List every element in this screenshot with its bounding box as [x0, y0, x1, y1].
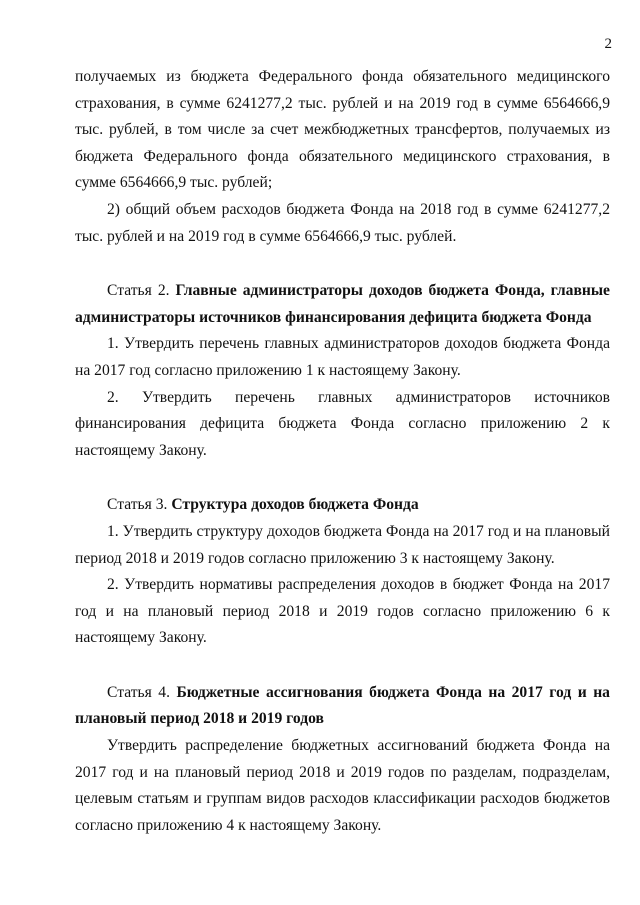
article-2-item-2: 2. Утвердить перечень главных администраторов источников финансирования дефицита бюджета Фонда согласно приложению 2 к настоящему Закону. — [75, 388, 610, 459]
article-4-title: Бюджетные ассигнования бюджета Фонда на 2017 год и на плановый период 2018 и 2019 годов — [75, 683, 610, 728]
article-3-item-1: 1. Утвердить структуру доходов бюджета Фонда на 2017 год и на плановый период 2018 и 2019 годов согласно приложению 3 к настоящему Закону. — [75, 522, 610, 567]
article-2-title: Главные администраторы доходов бюджета Фонда, главные администраторы источников финансирования дефицита бюджета Фонда — [75, 282, 610, 326]
paragraph-continuation: получаемых из бюджета Федерального фонда обязательного медицинского страхования, в сумме 6241277,2 тыс. рублей и на 2019 год в сумме 6564666,9 тыс. рублей, в том числе за счет межбюджетных трансфертов, получаемых из бюджета Федерального фонда обязательного медицинского страхования, в сумме 6564666,9 тыс. рублей; — [75, 68, 610, 192]
page-number: 2 — [604, 36, 612, 52]
article-2-heading — [75, 278, 610, 331]
article-3-prefix: Статья 3. — [107, 496, 168, 514]
article-3-title: Структура доходов бюджета Фонда — [171, 496, 419, 514]
article-2-prefix: Статья 2. — [107, 282, 170, 300]
article-3-heading — [75, 492, 610, 519]
document-body — [75, 64, 610, 839]
article-2-item-1: 1. Утвердить перечень главных администраторов доходов бюджета Фонда на 2017 год согласно приложению 1 к настоящему Закону. — [75, 335, 610, 379]
article-3-item-2: 2. Утвердить нормативы распределения доходов в бюджет Фонда на 2017 год и на плановый период 2018 и 2019 годов согласно приложению 6 к настоящему Закону. — [75, 576, 610, 647]
article-4-item-1: Утвердить распределение бюджетных ассигнований бюджета Фонда на 2017 год и на плановый период 2018 и 2019 годов по разделам, подразделам, целевым статьям и группам видов расходов классификации расходов бюджетов согласно приложению 4 к настоящему Закону. — [75, 737, 610, 834]
article-4-prefix: Статья 4. — [107, 683, 170, 701]
article-4-heading — [75, 680, 610, 733]
paragraph-expenses: 2) общий объем расходов бюджета Фонда на 2018 год в сумме 6241277,2 тыс. рублей и на 2019 год в сумме 6564666,9 тыс. рублей. — [75, 200, 610, 245]
